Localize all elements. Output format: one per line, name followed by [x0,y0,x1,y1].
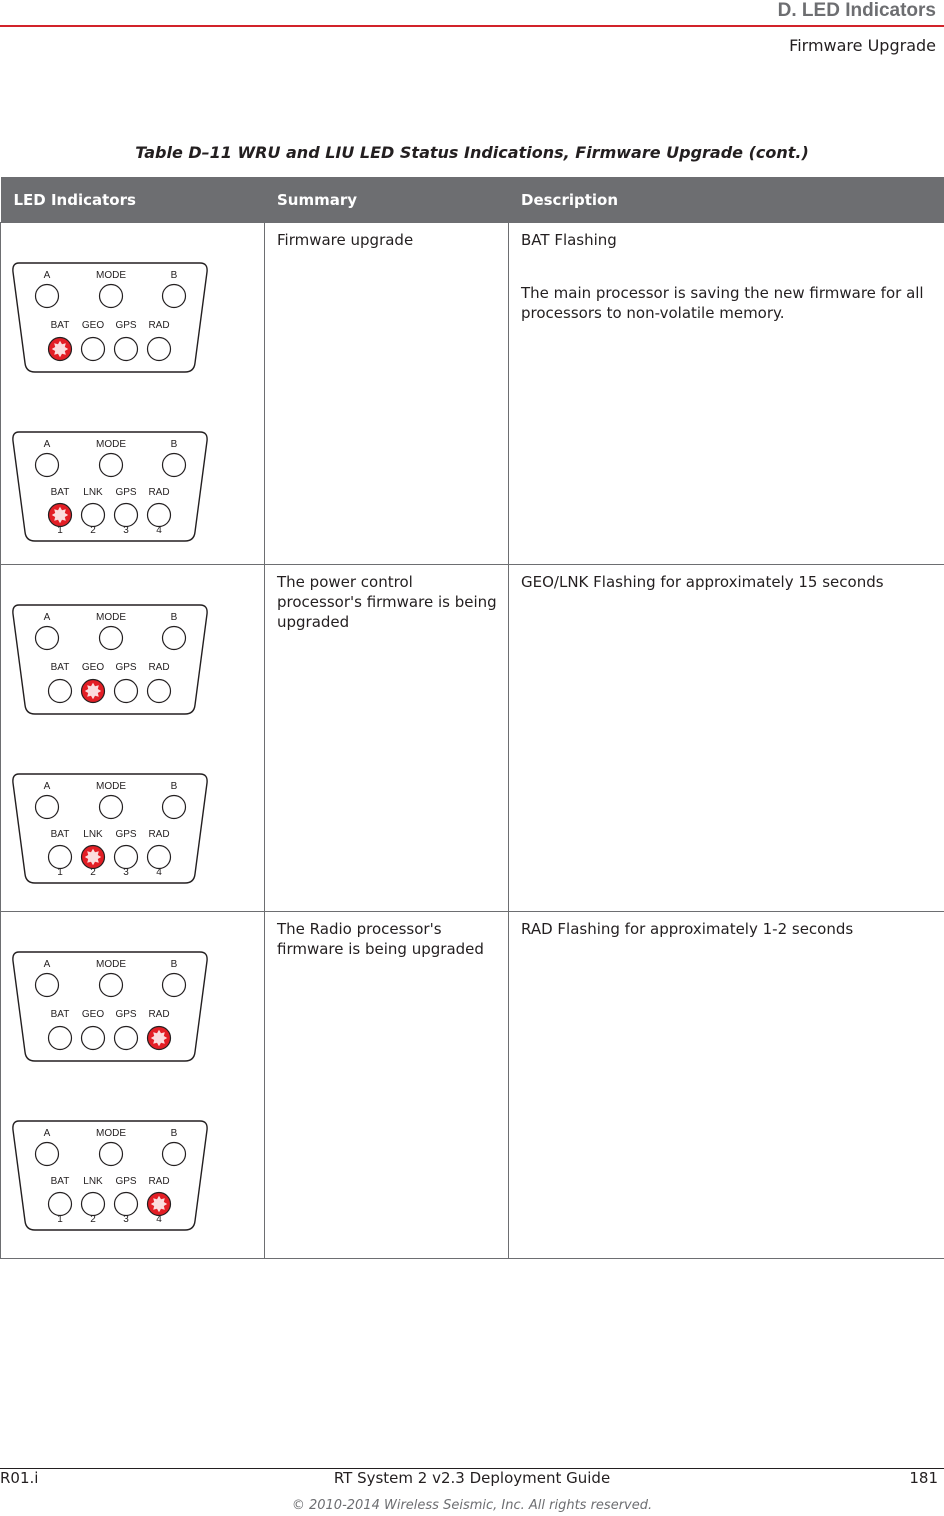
mode-indicator-led [100,974,123,997]
led-label-bat: BAT [50,320,70,331]
led-label-gps: GPS [115,662,137,673]
b-indicator-led [163,627,186,650]
footer-document-title: RT System 2 v2.3 Deployment Guide [333,1469,611,1487]
label-mode: MODE [96,959,126,970]
led-gps [115,504,138,527]
led-bat [49,846,72,869]
led-geo [82,1027,105,1050]
led-label-rad: RAD [148,1176,170,1187]
liu-led-panel [11,429,264,550]
led-label-gps: GPS [115,1009,137,1020]
led-lnk [82,504,105,527]
led-panel-diagram [11,1118,209,1234]
led-label-geo: GEO [81,662,105,673]
led-label-rad: RAD [148,829,170,840]
table-header-row [1,177,944,223]
led-panel-diagram [11,429,209,545]
led-rad [148,504,171,527]
led-rad [148,680,171,703]
led-number-4: 4 [156,525,162,536]
led-status-table [0,177,944,1259]
led-rad [148,338,171,361]
led-rad [148,846,171,869]
led-bat [49,680,72,703]
b-indicator-led [163,796,186,819]
flash-burst-icon [85,849,101,865]
led-label-bat: BAT [50,1009,70,1020]
flash-burst-icon [52,341,68,357]
description-cell: RAD Flashing for approximately 1-2 seconds [509,912,944,1259]
label-a: A [43,270,51,281]
table-caption: Table D–11 WRU and LIU LED Status Indications, Firmware Upgrade (cont.) [135,143,809,162]
a-indicator-led [36,974,59,997]
flash-burst-icon [85,683,101,699]
led-label-gps: GPS [115,829,137,840]
description-cell: GEO/LNK Flashing for approximately 15 seconds [509,565,944,912]
led-label-geo: GEO [81,320,105,331]
led-label-geo: GEO [81,1009,105,1020]
label-b: B [170,1128,178,1139]
led-number-2: 2 [90,867,96,878]
led-indicators-cell [1,223,265,565]
wru-led-panel [11,602,264,723]
led-number-2: 2 [90,1214,96,1225]
led-number-3: 3 [123,1214,129,1225]
label-mode: MODE [96,270,126,281]
led-label-rad: RAD [148,487,170,498]
table-row [1,912,944,1259]
column-header-summary: Summary [265,177,509,223]
led-label-lnk: LNK [83,487,103,498]
led-gps [115,846,138,869]
a-indicator-led [36,627,59,650]
footer-revision: R01.i [0,1469,39,1487]
mode-indicator-led [100,796,123,819]
led-number-2: 2 [90,525,96,536]
b-indicator-led [163,974,186,997]
wru-led-panel [11,949,264,1070]
label-b: B [170,612,178,623]
summary-cell: Firmware upgrade [265,223,509,565]
led-label-gps: GPS [115,320,137,331]
led-indicators-cell [1,565,265,912]
label-a: A [43,959,51,970]
mode-indicator-led [100,285,123,308]
led-label-lnk: LNK [83,1176,103,1187]
led-gps [115,1027,138,1050]
a-indicator-led [36,1143,59,1166]
b-indicator-led [163,454,186,477]
liu-led-panel [11,1118,264,1239]
label-b: B [170,781,178,792]
table-row [1,223,944,565]
led-number-1: 1 [57,1214,63,1225]
led-geo [82,338,105,361]
label-a: A [43,612,51,623]
flash-burst-icon [151,1196,167,1212]
led-label-bat: BAT [50,829,70,840]
label-a: A [43,781,51,792]
label-b: B [170,270,178,281]
label-mode: MODE [96,1128,126,1139]
description-cell [509,223,944,565]
led-number-4: 4 [156,867,162,878]
description-text: BAT Flashing [521,231,617,249]
led-label-bat: BAT [50,1176,70,1187]
label-mode: MODE [96,781,126,792]
column-header-led-indicators: LED Indicators [1,177,265,223]
label-b: B [170,439,178,450]
led-label-rad: RAD [148,320,170,331]
led-panel-diagram [11,771,209,887]
led-bat [49,1193,72,1216]
a-indicator-led [36,454,59,477]
led-gps [115,1193,138,1216]
led-panel-diagram [11,602,209,718]
b-indicator-led [163,285,186,308]
label-mode: MODE [96,439,126,450]
led-panel-diagram [11,949,209,1065]
mode-indicator-led [100,627,123,650]
section-title: D. LED Indicators [777,0,936,21]
led-label-gps: GPS [115,487,137,498]
summary-cell: The Radio processor's firmware is being upgraded [265,912,509,1259]
led-label-rad: RAD [148,1009,170,1020]
led-label-lnk: LNK [83,829,103,840]
footer-copyright: © 2010-2014 Wireless Seismic, Inc. All rights reserved. [291,1498,653,1513]
description-detail-text: The main processor is saving the new firmware for all processors to non-volatile memory. [521,284,924,322]
led-bat [49,1027,72,1050]
led-number-3: 3 [123,525,129,536]
led-gps [115,338,138,361]
mode-indicator-led [100,1143,123,1166]
label-mode: MODE [96,612,126,623]
led-gps [115,680,138,703]
led-label-rad: RAD [148,662,170,673]
label-a: A [43,1128,51,1139]
label-a: A [43,439,51,450]
header-rule [0,25,944,27]
mode-indicator-led [100,454,123,477]
flash-burst-icon [52,507,68,523]
led-number-4: 4 [156,1214,162,1225]
b-indicator-led [163,1143,186,1166]
led-label-bat: BAT [50,487,70,498]
led-number-1: 1 [57,867,63,878]
a-indicator-led [36,796,59,819]
footer-page-number: 181 [909,1469,938,1487]
led-lnk [82,1193,105,1216]
summary-cell: The power control processor's firmware is being upgraded [265,565,509,912]
led-number-1: 1 [57,525,63,536]
led-label-bat: BAT [50,662,70,673]
flash-burst-icon [151,1030,167,1046]
led-number-3: 3 [123,867,129,878]
table-row [1,565,944,912]
led-indicators-cell [1,912,265,1259]
section-subtitle: Firmware Upgrade [789,36,936,55]
a-indicator-led [36,285,59,308]
led-label-gps: GPS [115,1176,137,1187]
led-panel-diagram [11,260,209,376]
column-header-description: Description [509,177,944,223]
liu-led-panel [11,771,264,892]
wru-led-panel [11,260,264,381]
label-b: B [170,959,178,970]
